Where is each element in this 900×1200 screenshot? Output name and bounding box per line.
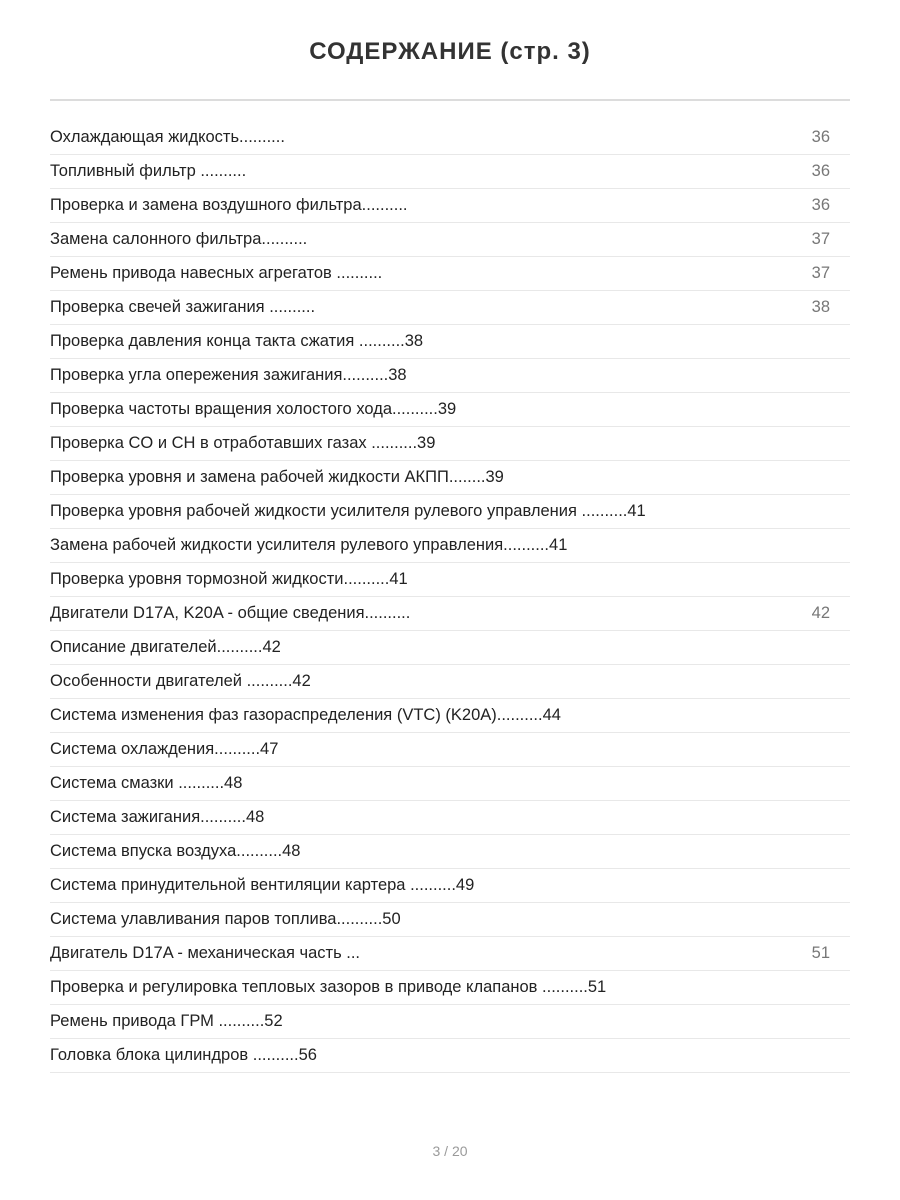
toc-entry[interactable]: [50, 427, 850, 461]
toc-entry-text: Проверка и замена воздушного фильтра..........: [50, 196, 408, 214]
toc-entry[interactable]: [50, 563, 850, 597]
toc-entry-text: Замена рабочей жидкости усилителя рулевого управления..........41: [50, 536, 568, 554]
toc-entry-text: Головка блока цилиндров ..........56: [50, 1046, 317, 1064]
title-divider: [50, 99, 850, 101]
toc-entry[interactable]: [50, 835, 850, 869]
toc-entry-text: Система принудительной вентиляции картера ..........49: [50, 876, 475, 894]
toc-entry[interactable]: [50, 393, 850, 427]
toc-entry-page: 36: [811, 196, 830, 214]
toc-entry-text: Проверка свечей зажигания ..........: [50, 298, 316, 316]
toc-entry-page: 42: [811, 604, 830, 622]
toc-entry-text: Система впуска воздуха..........48: [50, 842, 301, 860]
toc-entry[interactable]: [50, 971, 850, 1005]
toc-entry-text: Замена салонного фильтра..........: [50, 230, 308, 248]
toc-entry[interactable]: [50, 631, 850, 665]
toc-entry-text: Двигатель D17A - механическая часть ...: [50, 944, 361, 962]
toc-entry[interactable]: [50, 189, 850, 223]
toc-entry[interactable]: [50, 155, 850, 189]
page-title: СОДЕРЖАНИЕ (стр. 3): [309, 38, 591, 65]
toc-entry[interactable]: [50, 359, 850, 393]
toc-entry[interactable]: [50, 223, 850, 257]
toc-entry-text: Охлаждающая жидкость..........: [50, 128, 285, 146]
toc-entry[interactable]: [50, 733, 850, 767]
toc-entry[interactable]: [50, 801, 850, 835]
toc-entry-text: Ремень привода ГРМ ..........52: [50, 1012, 283, 1030]
toc-entry-text: Проверка уровня рабочей жидкости усилителя рулевого управления ..........41: [50, 502, 646, 520]
toc-entry[interactable]: [50, 937, 850, 971]
toc-entry-text: Проверка давления конца такта сжатия ..........38: [50, 332, 424, 350]
page-indicator: 3 / 20: [432, 1143, 468, 1159]
toc-entry-text: Система изменения фаз газораспределения (VTC) (K20A)..........44: [50, 706, 561, 724]
toc-entry-page: 38: [811, 298, 830, 316]
toc-entry[interactable]: [50, 597, 850, 631]
toc-entry-text: Система охлаждения..........47: [50, 740, 279, 758]
toc-entry[interactable]: [50, 1005, 850, 1039]
toc-entry[interactable]: [50, 461, 850, 495]
toc-entry[interactable]: [50, 495, 850, 529]
toc-entry[interactable]: [50, 1039, 850, 1073]
toc-entry-text: Система смазки ..........48: [50, 774, 243, 792]
toc-entry-text: Система улавливания паров топлива..........50: [50, 910, 401, 928]
toc-entry-text: Проверка угла опережения зажигания..........38: [50, 366, 407, 384]
toc-entry[interactable]: [50, 869, 850, 903]
toc-entry[interactable]: [50, 699, 850, 733]
toc-entry-text: Описание двигателей..........42: [50, 638, 281, 656]
toc-entry-page: 36: [811, 128, 830, 146]
toc-entry-page: 51: [811, 944, 830, 962]
toc-entry-text: Проверка CO и CH в отработавших газах ..........39: [50, 434, 436, 452]
table-of-contents: [50, 121, 850, 1073]
toc-entry[interactable]: [50, 257, 850, 291]
toc-entry-text: Особенности двигателей ..........42: [50, 672, 311, 690]
toc-entry-page: 36: [811, 162, 830, 180]
toc-entry-text: Топливный фильтр ..........: [50, 162, 247, 180]
toc-entry[interactable]: [50, 767, 850, 801]
toc-entry-text: Ремень привода навесных агрегатов ..........: [50, 264, 383, 282]
toc-entry[interactable]: [50, 325, 850, 359]
toc-entry-text: Двигатели D17A, K20A - общие сведения..........: [50, 604, 411, 622]
toc-entry-text: Проверка частоты вращения холостого хода..........39: [50, 400, 457, 418]
toc-entry-text: Проверка уровня и замена рабочей жидкости АКПП........39: [50, 468, 504, 486]
toc-entry-text: Проверка уровня тормозной жидкости..........41: [50, 570, 408, 588]
toc-entry-text: Система зажигания..........48: [50, 808, 265, 826]
toc-entry[interactable]: [50, 903, 850, 937]
toc-entry-page: 37: [811, 230, 830, 248]
toc-entry[interactable]: [50, 529, 850, 563]
toc-entry-page: 37: [811, 264, 830, 282]
toc-entry[interactable]: [50, 121, 850, 155]
toc-entry[interactable]: [50, 291, 850, 325]
toc-entry[interactable]: [50, 665, 850, 699]
toc-entry-text: Проверка и регулировка тепловых зазоров в приводе клапанов ..........51: [50, 978, 607, 996]
